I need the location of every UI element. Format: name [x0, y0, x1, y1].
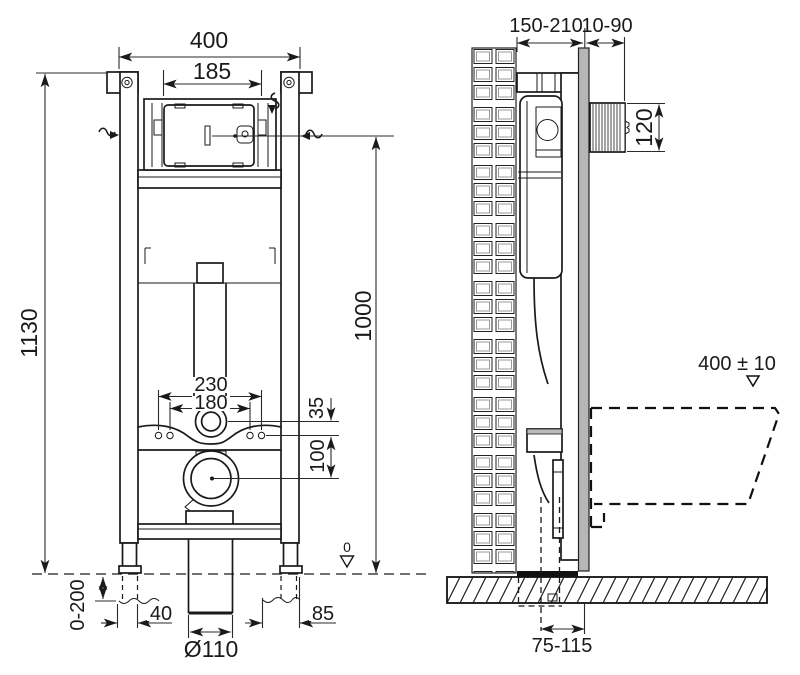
foot-left: [119, 566, 141, 573]
legs-front: [119, 543, 302, 604]
flush-pipe-side: [534, 278, 548, 384]
bowl-height-label: 400 ± 10: [698, 353, 776, 375]
bowl-outline: [591, 408, 779, 527]
dim-fixing-outer-label: 230: [194, 374, 228, 396]
dim-frame-width-label: 400: [189, 27, 229, 53]
dim-35-label: 35: [306, 396, 328, 420]
flush-unit-side: [590, 103, 629, 152]
leg-left: [123, 543, 137, 568]
frame-rail-right: [281, 72, 299, 543]
floor-slab: [447, 577, 767, 603]
fixing-hole: [258, 432, 264, 438]
base-plate: [517, 571, 578, 577]
dim-drain-diameter-label: Ø110: [183, 636, 239, 662]
fixing-hole: [155, 432, 161, 438]
floor-datum: [341, 539, 354, 567]
dim-flush-height-label: 1000: [350, 290, 376, 342]
drain-front: [138, 451, 281, 613]
dim-flush-height: [350, 137, 376, 573]
crossbar-upper: [138, 170, 281, 188]
dim-40: [101, 603, 175, 628]
leg-right: [284, 543, 298, 568]
dim-85-label: 85: [311, 603, 335, 625]
frame-rail-left: [120, 72, 138, 543]
cistern-front: [144, 99, 394, 170]
dim-85: [245, 577, 337, 628]
bowl-height-datum: [698, 353, 776, 386]
leg-break-right: [263, 598, 300, 603]
dim-flush-unit-height-label: 120: [631, 108, 657, 147]
floor-datum-label: 0: [343, 539, 351, 555]
bowl-spigot-outline: [591, 513, 604, 527]
finished-wall-panel: [579, 48, 590, 571]
drain-bend-side: [534, 455, 549, 503]
foot-right: [280, 566, 302, 573]
fixing-hole: [247, 432, 253, 438]
dim-fixing-inner-label: 180: [194, 392, 228, 414]
masonry-wall: [472, 48, 516, 573]
dim-cistern-width-label: 185: [192, 58, 232, 84]
dim-wall-finish-label: 10-90: [581, 15, 633, 37]
dim-flush-unit-height: [627, 104, 665, 152]
flush-pipe-connector: [197, 263, 223, 283]
dim-drain-diameter: [184, 615, 239, 662]
crossbar-lower: [138, 524, 281, 539]
dim-40-label: 40: [149, 603, 173, 625]
dim-frame-height: [16, 73, 107, 573]
datum-triangle: [341, 556, 354, 567]
bowl-hidden-outline: [591, 408, 779, 504]
dim-cistern-width: [164, 58, 262, 96]
drain-collar: [186, 511, 233, 525]
side-frame: [517, 73, 582, 631]
bowl-datum-triangle: [747, 376, 759, 386]
dim-leg-adjust-label: 0-200: [67, 579, 89, 631]
side-view: [447, 15, 779, 657]
front-view: [16, 27, 428, 662]
dim-outlet-distance-label: 75-115: [531, 635, 593, 657]
fixing-hole: [167, 432, 173, 438]
dim-100-label: 100: [307, 439, 329, 473]
dim-frame-height-label: 1130: [16, 308, 42, 358]
dim-frame-depth-label: 150-210: [509, 15, 583, 37]
